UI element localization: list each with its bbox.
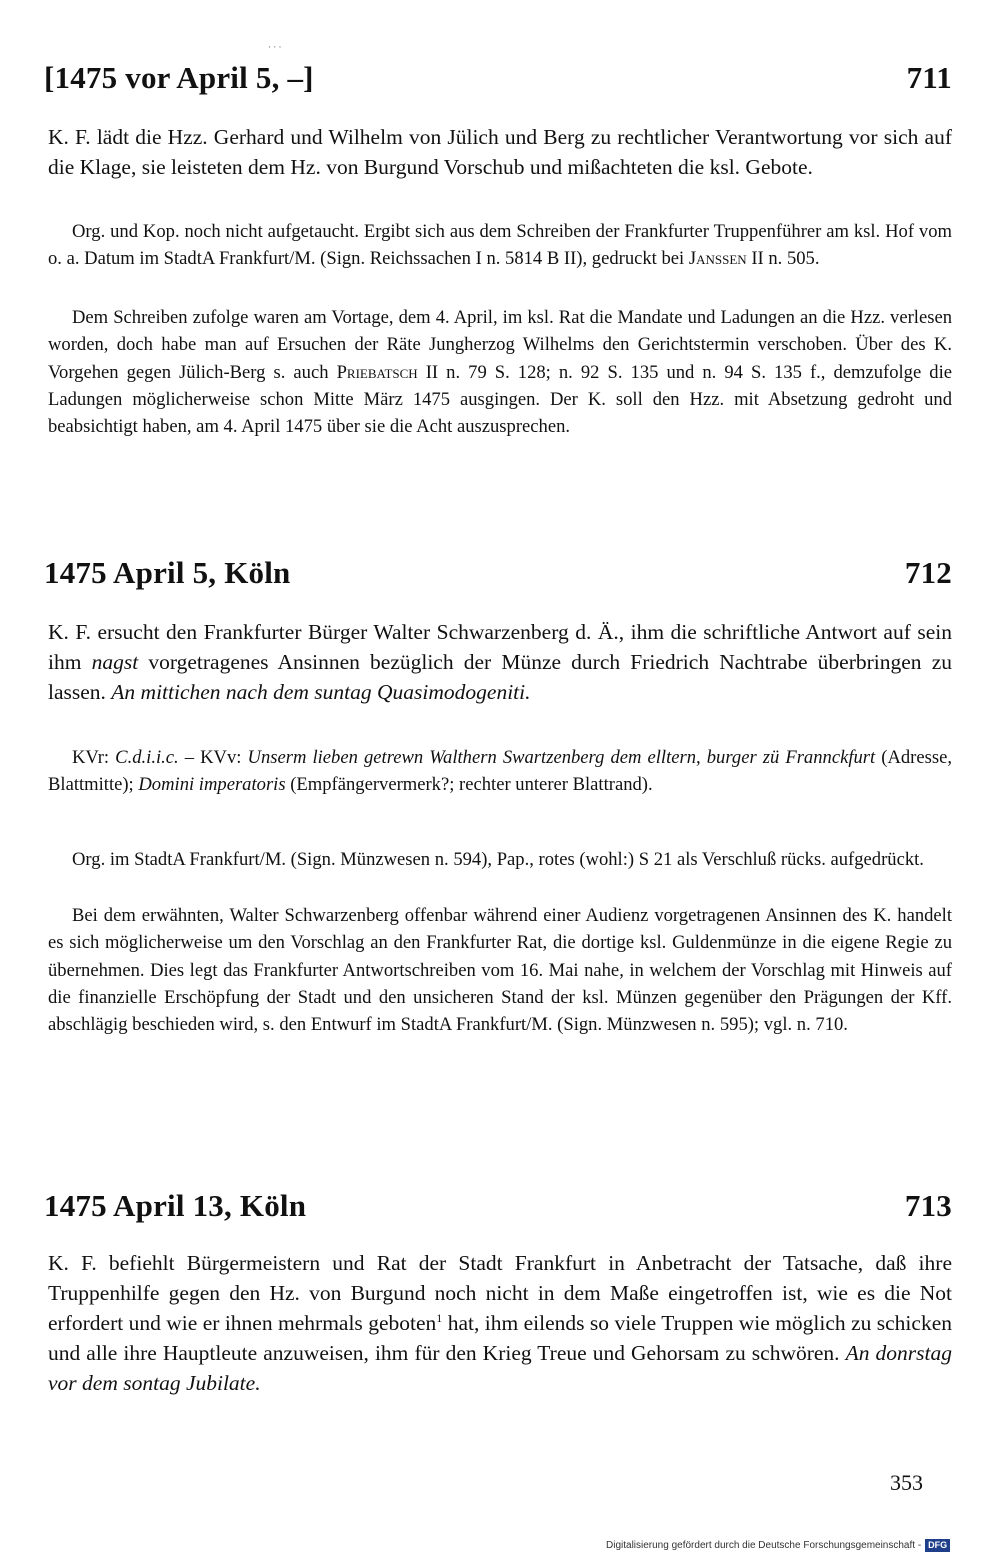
entry-712-source-note: Org. im StadtA Frankfurt/M. (Sign. Münzwesen n. 594), Pap., rotes (wohl:) S 21 als Verschluß rücks. aufgedrückt. bbox=[72, 849, 924, 870]
entry-date: 1475 April 5, Köln bbox=[44, 555, 291, 590]
scan-artifact: · · · bbox=[268, 42, 282, 52]
entry-713-regest: K. F. befiehlt Bürgermeistern und Rat der Stadt Frankfurt in Anbetracht der Tatsache, daß ihre Truppenhilfe gegen den Hz. von Burgund noch nicht in dem Maße eingetroffen ist, wie es die Not erfordert und wie er ihnen mehrmals geboten$^1$ hat, ihm eilends so viele Truppen wie möglich zu schicken und alle ihre Hauptleute anzuweisen, ihm für den Krieg Treue und Gehorsam zu schwören. An donrstag vor dem sontag Jubilate. bbox=[48, 1251, 953, 1395]
entry-number: 712 bbox=[904, 555, 952, 590]
entry-712-commentary: Bei dem erwähnten, Walter Schwarzenberg offenbar während einer Audienz vorgetragenen Ansinnen des K. handelt es sich möglicherweise um den Vorschlag an den Frankfurter Rat, die dortige ksl. Guldenmünze in die eigene Regie zu übernehmen. Dies legt das Frankfurter Antwortschreiben vom 16. Mai nahe, in welchem der Vorschlag mit Hinweis auf die finanzielle Erschöpfung der Stadt und den unsicheren Stand der ksl. Münzen gegenüber den Prägungen der Kff. abschlägig beschieden wird, s. den Entwurf im StadtA Frankfurt/M. (Sign. Münzwesen n. 595); vgl. n. 710. bbox=[48, 905, 952, 1036]
entry-711-source-note: Org. und Kop. noch nicht aufgetaucht. Ergibt sich aus dem Schreiben der Frankfurter Truppenführer am ksl. Hof vom o. a. Datum im StadtA Frankfurt/M. (Sign. Reichssachen I n. 5814 B II), gedruckt bei Janssen II n. 505. bbox=[48, 221, 952, 270]
entry-711-regest: K. F. lädt die Hzz. Gerhard und Wilhelm von Jülich und Berg zu rechtlicher Verantwortung vor sich auf die Klage, sie leisteten dem Hz. von Burgund Vorschub und mißachteten die ksl. Gebote. bbox=[48, 125, 952, 179]
entry-number: 711 bbox=[906, 60, 952, 95]
entry-712-endorsement: KVr: C.d.i.i.c. – KVv: Unserm lieben getrewn Walthern Swartzenberg dem elltern, burger zü Frannckfurt (Adresse, Blattmitte); Domini imperatoris (Empfängervermerk?; rechter unterer Blattrand). bbox=[48, 747, 953, 796]
entry-713-heading bbox=[44, 1188, 952, 1224]
entry-712-regest: K. F. ersucht den Frankfurter Bürger Walter Schwarzenberg d. Ä., ihm die schriftliche Antwort auf sein ihm nagst vorgetragenes Ansinnen bezüglich der Münze durch Friedrich Nachtrabe überbringen zu lassen. An mittichen nach dem suntag Quasimodogeniti. bbox=[48, 620, 952, 704]
page-number: 353 bbox=[890, 1470, 923, 1495]
entry-date: 1475 April 13, Köln bbox=[44, 1188, 307, 1223]
dfg-logo-icon: DFG bbox=[925, 1539, 950, 1552]
entry-711-heading bbox=[44, 60, 952, 96]
entry-date: [1475 vor April 5, –] bbox=[44, 60, 314, 95]
entry-711-commentary: Dem Schreiben zufolge waren am Vortage, dem 4. April, im ksl. Rat die Mandate und Ladungen an die Hzz. verlesen worden, doch habe man auf Ersuchen der Räte Jungherzog Wilhelms den Gerichtstermin verschoben. Über des K. Vorgehen gegen Jülich-Berg s. auch Priebatsch II n. 79 S. 128; n. 92 S. 135 und n. 94 S. 135 f., demzufolge die Ladungen möglicherweise schon Mitte März 1475 ausgingen. Der K. soll den Hzz. mit Absetzung gedroht und beabsichtigt haben, am 4. April 1475 über sie die Acht auszusprechen. bbox=[48, 307, 952, 438]
dfg-footer-text: Digitalisierung gefördert durch die Deutsche Forschungsgemeinschaft - bbox=[606, 1540, 922, 1551]
dfg-footer bbox=[606, 1539, 950, 1552]
entry-712-heading bbox=[44, 555, 952, 591]
footnote-marker: 1 bbox=[436, 1310, 443, 1325]
entry-number: 713 bbox=[904, 1188, 952, 1223]
